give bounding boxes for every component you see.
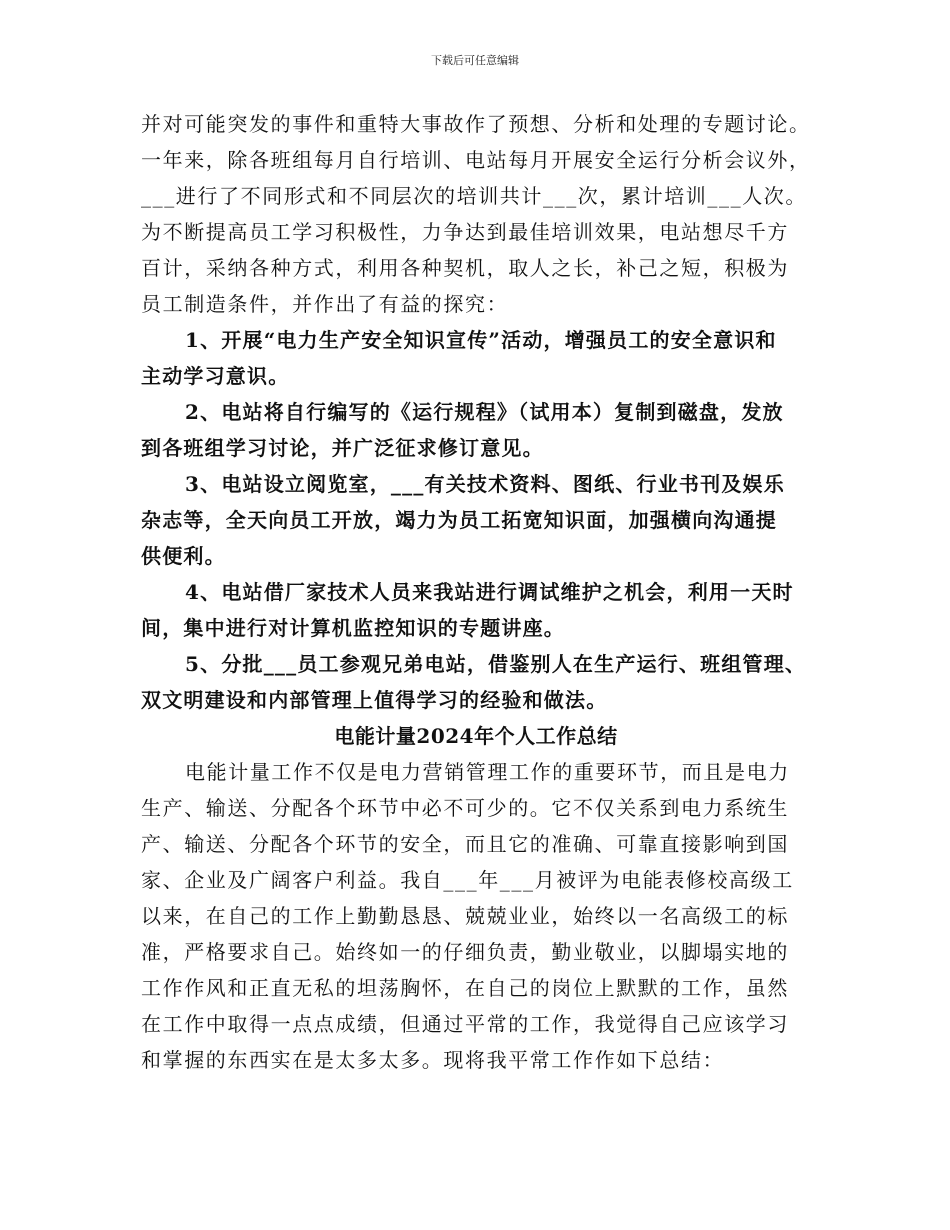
text-line: 为不断提高员工学习积极性，力争达到最佳培训效果，电站想尽千方 <box>141 220 789 244</box>
page-header: 下载后可任意编辑 <box>431 54 519 67</box>
text-line: 间，集中进行对计算机监控知识的专题讲座。 <box>141 616 565 640</box>
text-line: 家、企业及广阔客户利益。我自___年___月被评为电能表修校高级工 <box>141 868 794 892</box>
text-line: 产、输送、分配各个环节的安全，而且它的准确、可靠直接影响到国 <box>141 832 789 856</box>
text-line: 生产、输送、分配各个环节中必不可少的。它不仅关系到电力系统生 <box>141 796 789 820</box>
text-line: 5、分批___员工参观兄弟电站，借鉴别人在生产运行、班组管理、 <box>185 652 807 676</box>
text-line: 百计，采纳各种方式，利用各种契机，取人之长，补己之短，积极为 <box>141 256 789 280</box>
section-title: 电能计量2024年个人工作总结 <box>334 724 618 748</box>
text-line: 并对可能突发的事件和重特大事故作了预想、分析和处理的专题讨论。 <box>141 112 811 136</box>
text-line: 供便利。 <box>141 544 226 568</box>
document-body <box>141 106 821 1078</box>
text-line: 2、电站将自行编写的《运行规程》（试用本）复制到磁盘，发放 <box>185 400 784 424</box>
text-line: 员工制造条件，并作出了有益的探究： <box>141 292 509 316</box>
text-line: 4、电站借厂家技术人员来我站进行调试维护之机会，利用一天时 <box>185 580 794 604</box>
text-line: 3、电站设立阅览室，___有关技术资料、图纸、行业书刊及娱乐 <box>185 472 785 496</box>
text-line: 和掌握的东西实在是太多太多。现将我平常工作作如下总结： <box>141 1048 725 1072</box>
text-line: 准，严格要求自己。始终如一的仔细负责，勤业敬业，以脚塌实地的 <box>141 940 789 964</box>
text-line: 一年来，除各班组每月自行培训、电站每月开展安全运行分析会议外， <box>141 148 811 172</box>
text-line: 杂志等，全天向员工开放，竭力为员工拓宽知识面，加强横向沟通提 <box>141 508 777 532</box>
text-line: 电能计量工作不仅是电力营销管理工作的重要环节，而且是电力 <box>185 760 790 784</box>
text-line: 到各班组学习讨论，并广泛征求修订意见。 <box>141 436 544 460</box>
text-line: 主动学习意识。 <box>141 364 290 388</box>
text-line: ___进行了不同形式和不同层次的培训共计___次，累计培训___人次。 <box>141 184 807 208</box>
text-line: 1、开展“电力生产安全知识宣传”活动，增强员工的安全意识和 <box>185 328 777 352</box>
text-line: 在工作中取得一点点成绩，但通过平常的工作，我觉得自己应该学习 <box>141 1012 789 1036</box>
text-line: 工作作风和正直无私的坦荡胸怀，在自己的岗位上默默的工作，虽然 <box>141 976 789 1000</box>
text-line: 以来，在自己的工作上勤勤恳恳、兢兢业业，始终以一名高级工的标 <box>141 904 789 928</box>
text-line: 双文明建设和内部管理上值得学习的经验和做法。 <box>141 688 608 712</box>
